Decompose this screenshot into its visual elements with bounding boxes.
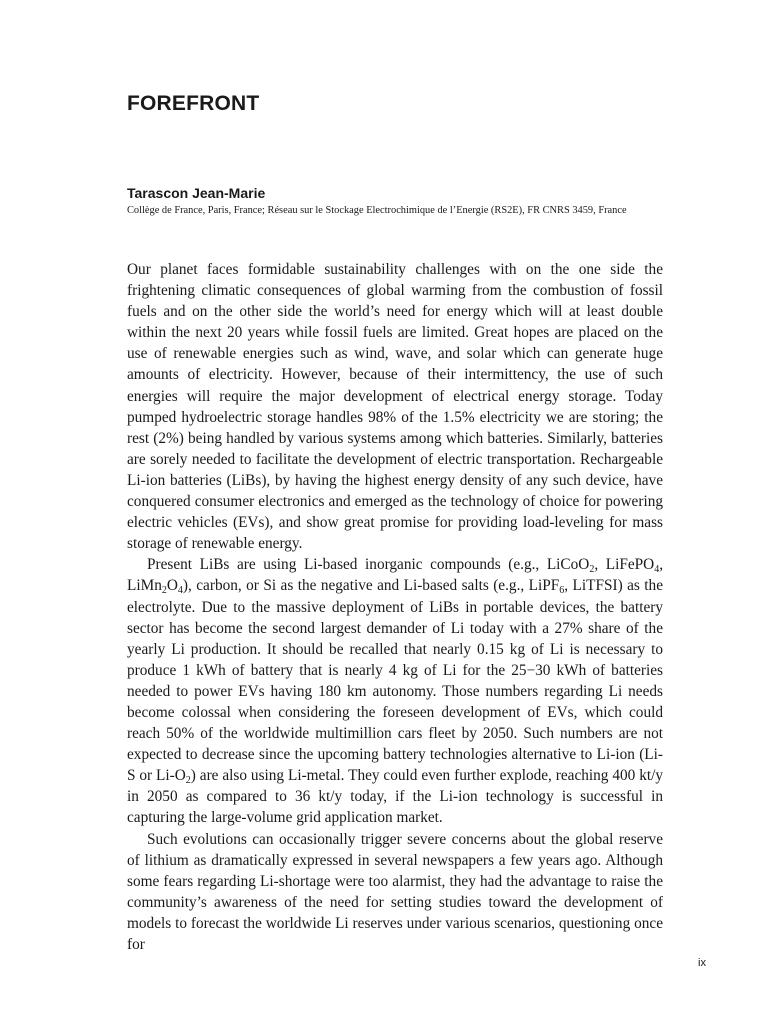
paragraph-2: [127, 554, 663, 828]
p2-subscript-3: 2: [161, 585, 167, 597]
p2-text-6: , LiTFSI) as the electrolyte. Due to the massive deployment of LiBs in portable devices, the battery sector has become the second largest demander of Li today with a 27% share of the yearly Li production. It should be recalled that nearly 0.15 kg of Li is necessary to produce 1 kWh of battery that is nearly 4 kg of Li for the 25−30 kWh of batteries needed to power EVs having 180 km autonomy. Those numbers regarding Li needs become colossal when considering the foreseen development of EVs, which could reach 50% of the worldwide multimillion cars fleet by 2050. Such numbers are not expected to decrease since the upcoming battery technologies alternative to Li-ion (Li-S or Li-O: [127, 577, 663, 785]
p2-text-1: Present LiBs are using Li-based inorganic compounds (e.g., LiCoO: [147, 556, 590, 574]
body-text: [127, 259, 663, 955]
author-affiliation: Collège de France, Paris, France; Réseau sur le Stockage Electrochimique de l’Energie (RS2E), FR CNRS 3459, France: [127, 205, 627, 216]
chapter-heading: FOREFRONT: [127, 92, 260, 115]
p2-subscript-4: 4: [177, 585, 183, 597]
page-number: ix: [698, 957, 706, 969]
p2-text-2: , LiFePO: [594, 556, 655, 574]
author-name: Tarascon Jean-Marie: [127, 185, 266, 201]
p2-subscript-5: 6: [559, 585, 565, 597]
paragraph-3: Such evolutions can occasionally trigger severe concerns about the global reserve of lithium as dramatically expressed in several newspapers a few years ago. Although some fears regarding Li-shortage were too alarmist, they had the advantage to raise the community’s awareness of the need for setting studies toward the development of models to forecast the worldwide Li reserves under various scenarios, questioning once for: [127, 830, 663, 953]
p2-text-3: , LiMn: [127, 556, 664, 595]
p2-text-5: ), carbon, or Si as the negative and Li-based salts (e.g., LiPF: [182, 577, 560, 595]
p2-text-4: O: [166, 577, 178, 595]
p2-subscript-6: 2: [185, 775, 191, 787]
p2-subscript-1: 2: [589, 564, 595, 576]
paragraph-1: Our planet faces formidable sustainability challenges with on the one side the frightening climatic consequences of global warming from the combustion of fossil fuels and on the other side the world’s need for energy which will at least double within the next 20 years while fossil fuels are limited. Great hopes are placed on the use of renewable energies such as wind, wave, and solar which can generate huge amounts of electricity. However, because of their intermittency, the use of such energies will require the major development of electrical energy storage. Today pumped hydroelectric storage handles 98% of the 1.5% electricity we are storing; the rest (2%) being handled by various systems among which batteries. Similarly, batteries are sorely needed to facilitate the development of electric transportation. Rechargeable Li-ion batteries (LiBs), by having the highest energy density of any such device, have conquered consumer electronics and emerged as the technology of choice for powering electric vehicles (EVs), and show great promise for providing load-leveling for mass storage of renewable energy.: [127, 261, 663, 553]
p2-text-7: ) are also using Li-metal. They could even further explode, reaching 400 kt/y in 2050 as compared to 36 kt/y today, if the Li-ion technology is successful in capturing the large-volume grid application market.: [127, 767, 663, 827]
p2-subscript-2: 4: [654, 564, 660, 576]
